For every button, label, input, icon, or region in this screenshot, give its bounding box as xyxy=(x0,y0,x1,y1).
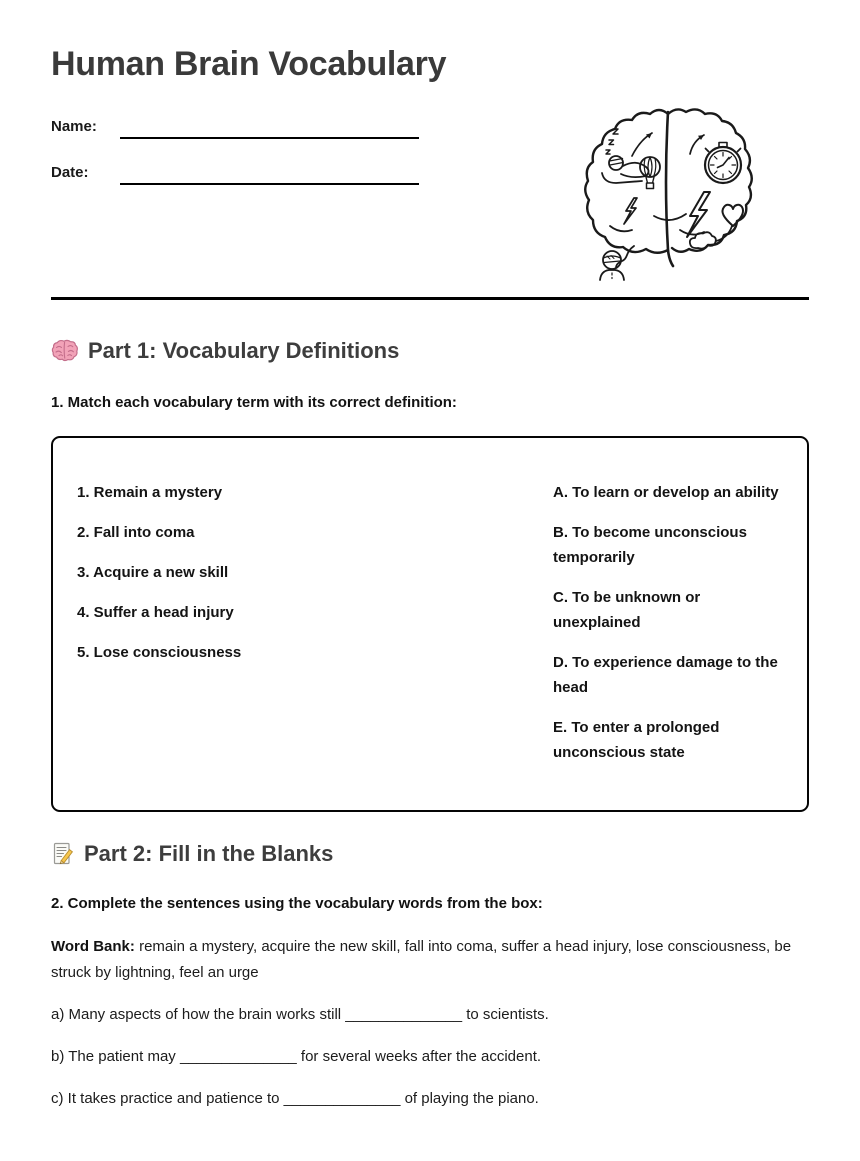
name-field-row xyxy=(51,118,419,139)
matching-exercise-box xyxy=(51,436,809,812)
date-field-row xyxy=(51,164,419,185)
definition-item: E. To enter a prolonged unconscious state xyxy=(553,719,720,761)
section-divider xyxy=(51,297,809,300)
terms-column xyxy=(77,480,553,780)
part2-heading xyxy=(51,840,809,868)
date-label: Date: xyxy=(51,164,89,181)
part2-instruction: 2. Complete the sentences using the vocabulary words from the box: xyxy=(51,895,543,912)
part2-heading-text: Part 2: Fill in the Blanks xyxy=(84,841,334,866)
part1-instruction: 1. Match each vocabulary term with its correct definition: xyxy=(51,394,457,411)
fill-in-sentence-b[interactable]: b) The patient may ______________ for several weeks after the accident. xyxy=(51,1048,542,1065)
memo-icon xyxy=(51,842,75,866)
definition-item: D. To experience damage to the head xyxy=(553,654,778,696)
definition-item: C. To be unknown or unexplained xyxy=(553,589,701,631)
part1-heading-text: Part 1: Vocabulary Definitions xyxy=(88,338,400,363)
definitions-column xyxy=(553,480,783,780)
definition-item: B. To become unconscious temporarily xyxy=(553,524,747,566)
term-item: 2. Fall into coma xyxy=(77,524,195,541)
date-input-line[interactable] xyxy=(120,165,419,185)
page-title: Human Brain Vocabulary xyxy=(51,45,447,83)
word-bank-text: remain a mystery, acquire the new skill, fall into coma, suffer a head injury, lose consciousness, be struck by lightning, feel an urge xyxy=(51,938,792,981)
definition-item: A. To learn or develop an ability xyxy=(553,484,779,501)
term-item: 1. Remain a mystery xyxy=(77,484,223,501)
name-input-line[interactable] xyxy=(120,119,419,139)
name-label: Name: xyxy=(51,118,97,135)
fill-in-sentence-c[interactable]: c) It takes practice and patience to ______________ of playing the piano. xyxy=(51,1090,539,1107)
term-item: 3. Acquire a new skill xyxy=(77,564,229,581)
word-bank-label: Word Bank: xyxy=(51,938,135,955)
fill-in-sentence-a[interactable]: a) Many aspects of how the brain works still ______________ to scientists. xyxy=(51,1006,549,1023)
part1-heading xyxy=(51,337,809,365)
term-item: 4. Suffer a head injury xyxy=(77,604,234,621)
term-item: 5. Lose consciousness xyxy=(77,644,242,661)
word-bank xyxy=(51,934,809,986)
brain-illustration xyxy=(576,98,764,286)
brain-icon xyxy=(51,339,79,363)
